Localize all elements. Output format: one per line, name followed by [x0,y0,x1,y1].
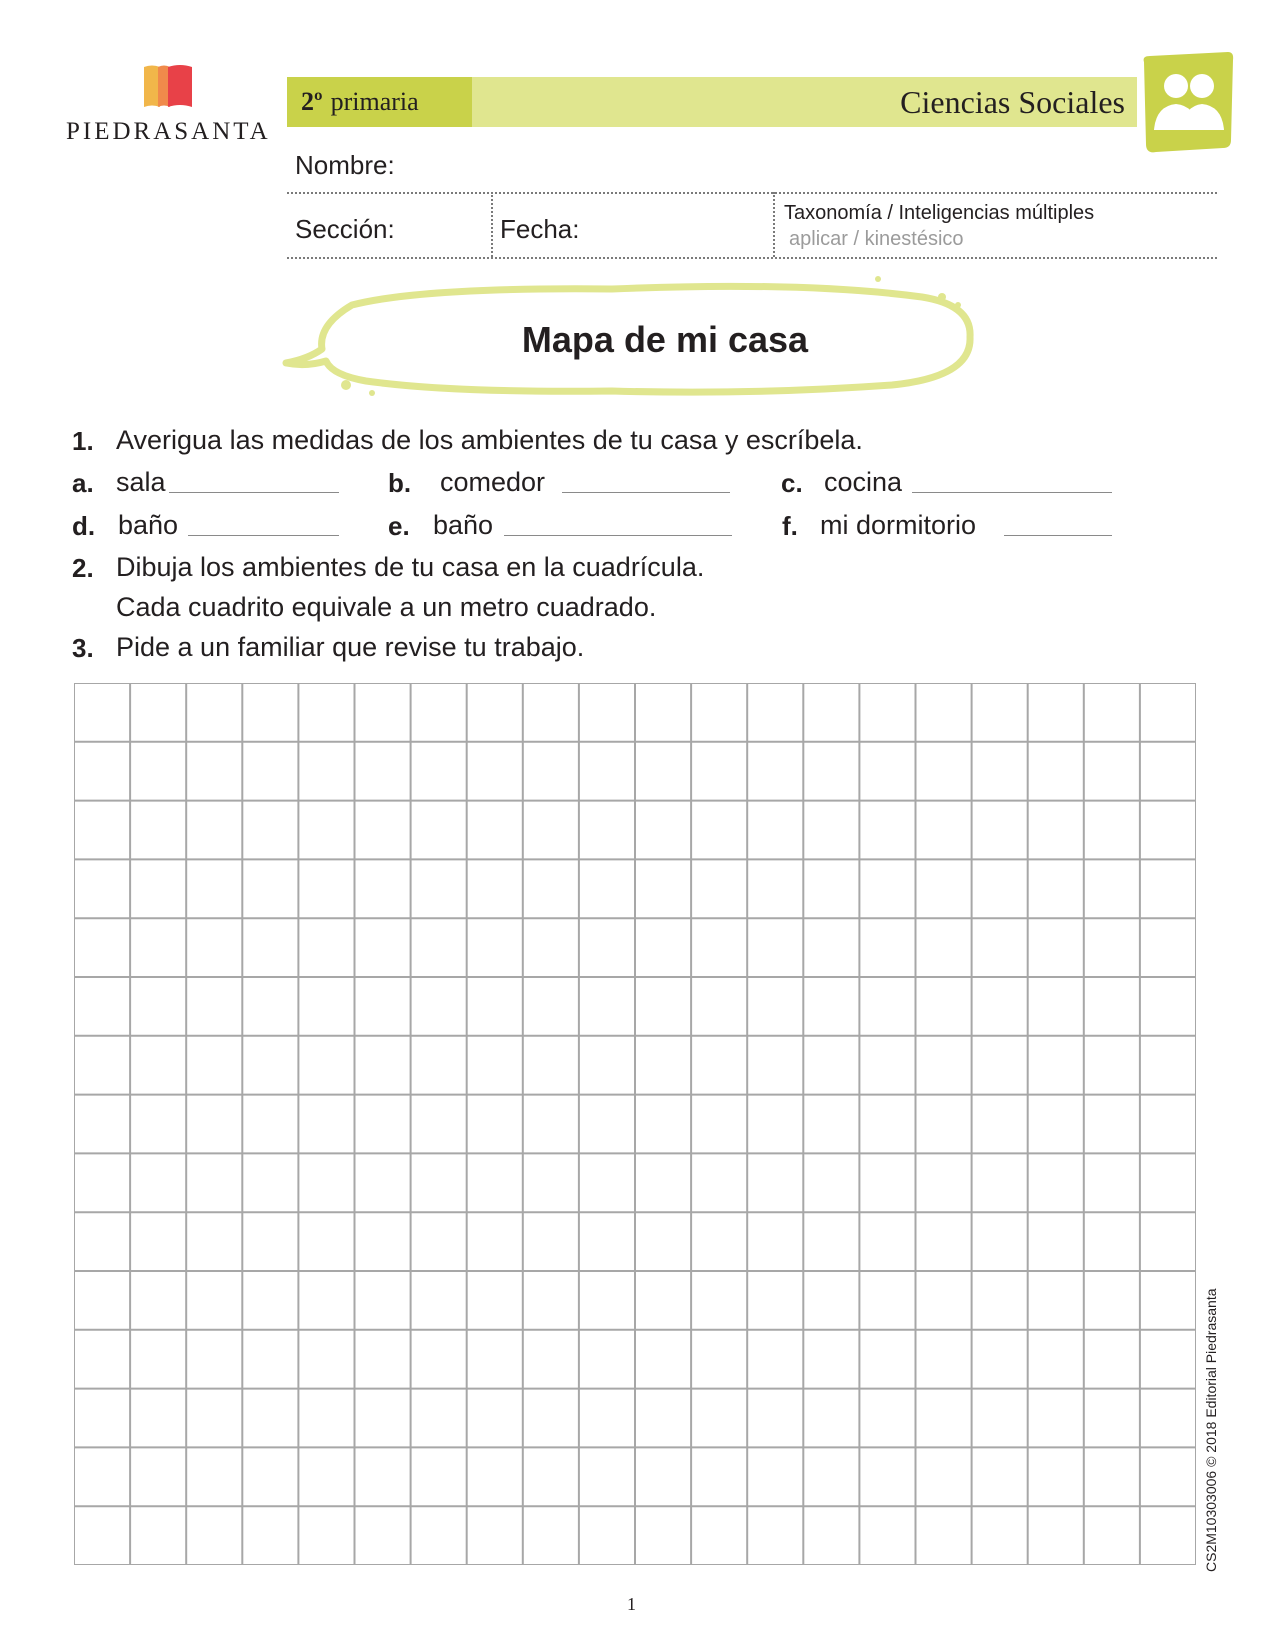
room-label: baño [433,510,494,540]
section-label: Sección: [295,214,395,244]
taxonomy-title: Taxonomía / Inteligencias múltiples [784,202,1095,224]
page-title: Mapa de mi casa [521,319,809,360]
answer-line[interactable] [188,535,339,536]
room-label: cocina [824,467,903,497]
grade-badge [287,77,472,127]
page-number: 1 [627,1594,636,1614]
room-letter: e. [388,511,410,541]
instruction-text: Pide a un familiar que revise tu trabajo. [116,632,585,662]
room-label: comedor [440,467,546,497]
people-icon [1136,52,1236,156]
date-label: Fecha: [500,214,580,244]
field-divider [773,192,775,257]
copyright-note: CS2M10303006 © 2018 Editorial Piedrasanta [1203,1288,1219,1572]
item-number: 3. [72,633,94,663]
instruction-text: Dibuja los ambientes de tu casa en la cuadrícula. [116,552,705,582]
room-label: baño [118,510,179,540]
piedrasanta-logo-book-icon [142,63,194,109]
answer-line[interactable] [912,492,1112,493]
drawing-grid[interactable] [74,683,1196,1565]
field-divider [491,192,493,257]
room-label: sala [116,467,166,497]
item-number: 1. [72,426,94,456]
answer-line[interactable] [562,492,730,493]
answer-line[interactable] [169,492,339,493]
room-letter: c. [781,468,803,498]
answer-line[interactable] [1004,535,1112,536]
name-field-line[interactable] [287,192,1217,194]
name-label: Nombre: [295,150,395,180]
grade-number: 2º [301,87,323,116]
brand-name: PIEDRASANTA [66,118,271,145]
subject-title: Ciencias Sociales [900,84,1125,120]
room-label: mi dormitorio [820,510,977,540]
answer-line[interactable] [504,535,732,536]
room-letter: a. [72,468,94,498]
room-letter: b. [388,468,412,498]
grade-label: primaria [330,87,419,116]
room-letter: d. [72,511,96,541]
item-number: 2. [72,553,94,583]
form-bottom-line [287,257,1217,259]
room-letter: f. [782,511,798,541]
instruction-text: Cada cuadrito equivale a un metro cuadrado. [116,592,657,622]
taxonomy-values: aplicar / kinestésico [789,228,964,250]
instruction-text: Averigua las medidas de los ambientes de tu casa y escríbela. [116,425,863,455]
